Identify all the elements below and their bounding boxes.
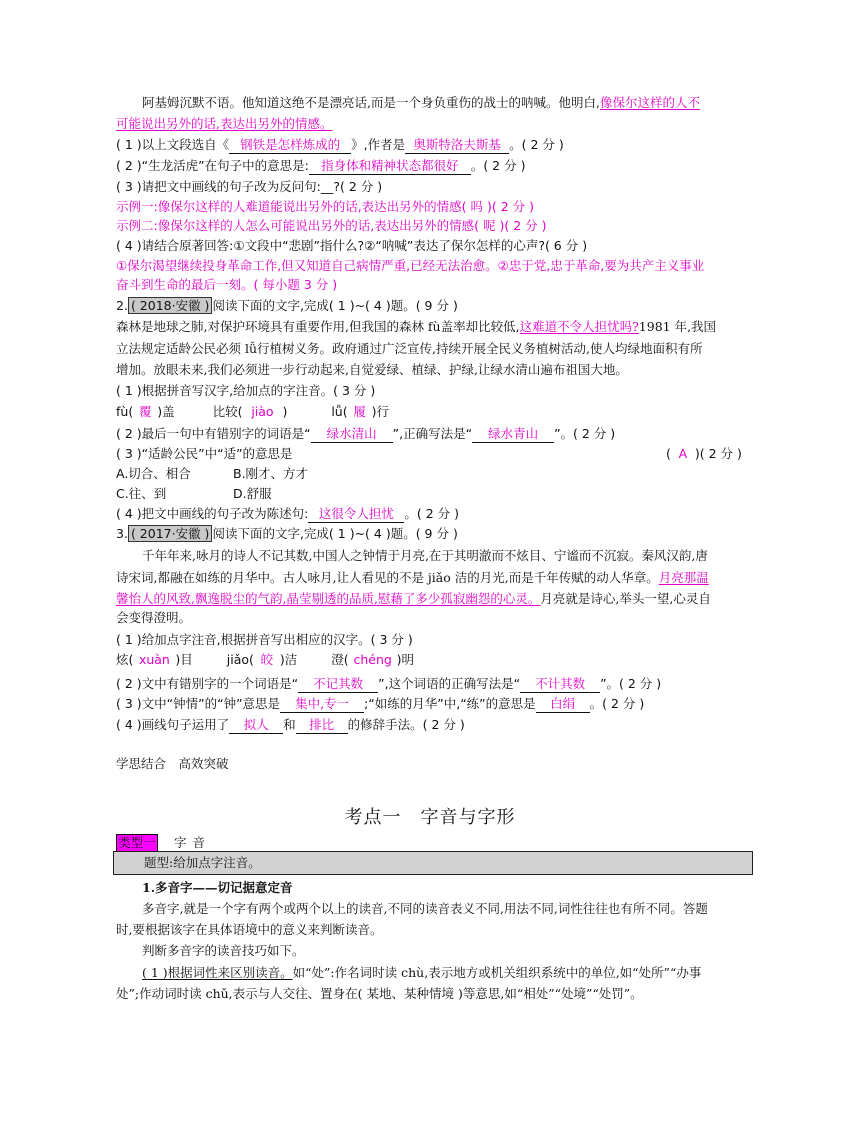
type-tag: 类型一	[116, 834, 158, 852]
section2-option-c: C.往、到	[116, 486, 167, 501]
section2-passage-line1: 森林是地球之肺,对保护环境具有重要作用,但我国的森林 fù盖率却比较低,这难道不令人担忧吗?1981 年,我国	[116, 319, 717, 334]
section3-passage-line3: 馨怡人的风致,飘逸脱尘的气韵,晶莹剔透的品质,慰藉了多少孤寂幽怨的心灵。月亮就是诗心,举头一望,心灵自	[116, 591, 711, 606]
section2-q1: ( 1 )根据拼音写汉字,给加点的字注音。( 3 分 )	[116, 383, 376, 398]
section3-q4: ( 4 )画线句子运用了 拟人 和 排比 的修辞手法。( 2 分 )	[116, 717, 465, 732]
section2-passage-line3: 增加。放眼未来,我们必须进一步行动起来,自觉爱绿、植绿、护绿,让绿水清山遍布祖国大地。	[116, 362, 628, 377]
point1-title: 1.多音字——切记据意定音	[142, 880, 293, 895]
question-type-text: 题型:给加点字注音。	[144, 855, 261, 870]
passage1-line1: 阿基姆沉默不语。他知道这绝不是漂亮话,而是一个身负重伤的战士的呐喊。他明白,像保尔这样的人不	[142, 95, 700, 110]
section3-q2: ( 2 )文中有错别字的一个词语是“ 不记其数 ”,这个词语的正确写法是“ 不计其数 ”。( 2 分 )	[116, 676, 662, 691]
type-name: 字音	[174, 835, 212, 850]
section2-option-a: A.切合、相合	[116, 466, 191, 481]
passage1-line2: 可能说出另外的话,表达出另外的情感。	[116, 116, 333, 131]
question-1-4-answer1: ①保尔渴望继续投身革命工作,但又知道自己病情严重,已经无法治愈。②忠于党,忠于革命,要为共产主义事业	[116, 258, 705, 273]
section3-passage-line4: 会变得澄明。	[116, 610, 192, 625]
section2-q3-answer: ( A )( 2 分 )	[666, 446, 742, 461]
section2-q1-answers: fù( 覆 )盖 比较( jiào ) lǚ( 履 )行	[116, 404, 389, 419]
section3-q3: ( 3 )文中“钟情”的“钟”意思是 集中,专一 ;“如练的月华”中,“练”的意思是 白绢 。( 2 分 )	[116, 696, 645, 711]
question-type-box	[113, 851, 753, 875]
section2-q3: ( 3 )“适龄公民”中“适”的意思是	[116, 446, 293, 461]
section2-intro: 2. ( 2018·安徽 ) 阅读下面的文字,完成( 1 )~( 4 )题。( 9 分 )	[116, 298, 458, 313]
source-tag: ( 2017·安徽 )	[128, 525, 213, 542]
section2-passage-line2: 立法规定适龄公民必须 lǚ行植树义务。政府通过广泛宣传,持续开展全民义务植树活动,使人均绿地面积有所	[116, 341, 703, 356]
section3-intro: 3. ( 2017·安徽 ) 阅读下面的文字,完成( 1 )~( 4 )题。( 9 分 )	[116, 526, 458, 541]
point1-paragraph-line3: 判断多音字的读音技巧如下。	[142, 943, 305, 958]
section2-q2: ( 2 )最后一句中有错别字的词语是“ 绿水清山 ”,正确写法是“ 绿水青山 ”。( 2 分 )	[116, 426, 616, 441]
question-1-3-example2: 示例二:像保尔这样的人怎么可能说出另外的话,表达出另外的情感( 呢 )( 2 分 )	[116, 218, 547, 233]
section2-option-d: D.舒服	[233, 486, 272, 501]
section2-q4: ( 4 )把文中画线的句子改为陈述句: 这很令人担忧 。( 2 分 )	[116, 506, 460, 521]
section3-passage-line1: 千年年来,咏月的诗人不记其数,中国人之钟情于月亮,在于其明澈而不炫目、宁谧而不沉寂。秦风汉韵,唐	[142, 548, 708, 563]
question-1-4-answer2: 奋斗到生命的最后一刻。( 每小题 3 分 )	[116, 277, 338, 292]
point1-paragraph-line1: 多音字,就是一个字有两个或两个以上的读音,不同的读音表义不同,用法不同,词性往往也有所不同。答题	[142, 901, 708, 916]
question-1-4: ( 4 )请结合原著回答:①文段中“悲剧”指什么?②“呐喊”表达了保尔怎样的心声?( 6 分 )	[116, 238, 588, 253]
section-label: 学思结合 高效突破	[116, 756, 229, 771]
section3-q1-answers: 炫( xuàn )目 jiǎo( 皎 )洁 澄( chéng )明	[116, 652, 415, 667]
source-tag: ( 2018·安徽 )	[128, 297, 213, 314]
point1-paragraph-line4: ( 1 )根据词性来区别读音。如“处”:作名词时读 chù,表示地方或机关组织系统中的单位,如“处所”“办事	[142, 965, 702, 980]
point1-paragraph-line2: 时,要根据该字在具体语境中的意义来判断读音。	[116, 922, 383, 937]
question-1-1: ( 1 )以上文段选自《 钢铁是怎样炼成的 》,作者是 奥斯特洛夫斯基 。( 2 分 )	[116, 137, 564, 152]
section3-passage-line2: 诗宋词,都融在如练的月华中。古人咏月,让人看见的不是 jiǎo 洁的月光,而是千年传赋的动人华章。月亮那温	[116, 570, 709, 585]
question-1-3: ( 3 )请把文中画线的句子改为反问句:__?( 2 分 )	[116, 179, 383, 194]
section3-q1: ( 1 )给加点字注音,根据拼音写出相应的汉字。( 3 分 )	[116, 632, 413, 647]
section2-option-b: B.刚才、方才	[233, 466, 309, 481]
question-1-3-example1: 示例一:像保尔这样的人难道能说出另外的话,表达出另外的情感( 吗 )( 2 分 )	[116, 199, 535, 214]
page-heading: 考点一 字音与字形	[344, 807, 516, 828]
question-1-2: ( 2 )“生龙活虎”在句子中的意思是: 指身体和精神状态都很好 。( 2 分 )	[116, 158, 526, 173]
point1-paragraph-line5: 处”;作动词时读 chǔ,表示与人交往、置身在( 某地、某种情境 )等意思,如“相处”“处境”“处罚”。	[116, 986, 643, 1001]
